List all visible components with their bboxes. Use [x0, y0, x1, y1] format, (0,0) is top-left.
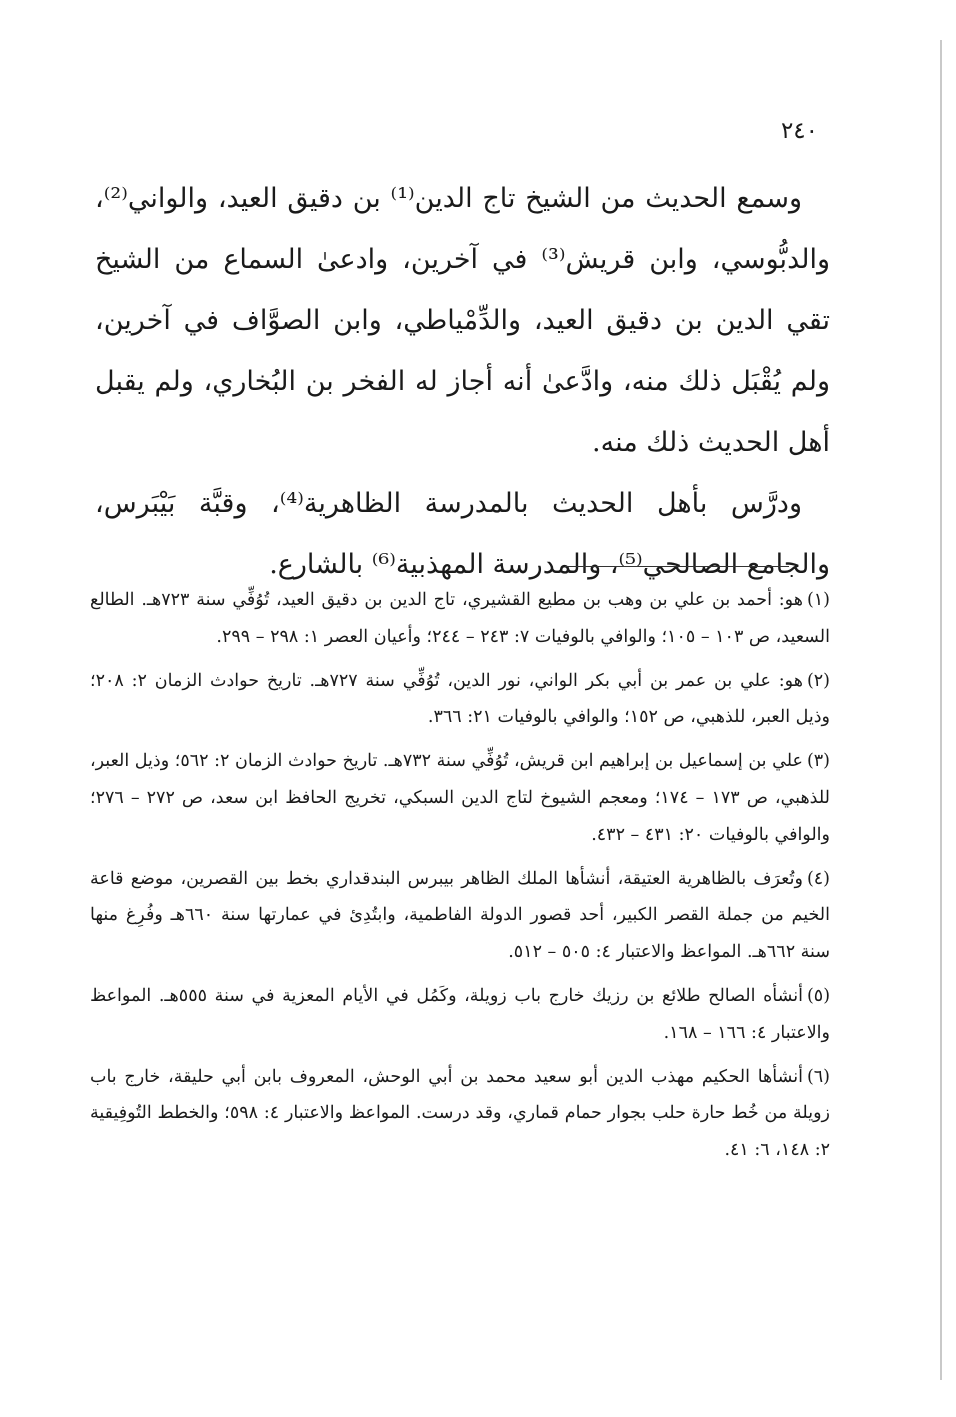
main-text [95, 168, 830, 595]
footnote-text: أنشأه الصالح طلائع بن رزيك خارج باب زويلة، وكَمُل في الأيام المعزية في سنة ٥٥٥هـ. المواعظ والاعتبار ٤: ١٦٦ – ١٦٨. [90, 985, 830, 1043]
footnote-5 [90, 978, 830, 1052]
footnote-text: أنشأها الحكيم مهذب الدين أبو سعيد محمد بن أبي الوحش، المعروف بابن أبي حليقة، خارج باب زويلة من خُط حارة حلب بجوار حمام قماري، وقد درست. المواعظ والاعتبار ٤: ٥٩٨؛ والخطط التُوفِيقية ٢: ١٤٨، ٦: ٤١. [90, 1066, 830, 1161]
footnotes-section [90, 582, 830, 1176]
footnote-3 [90, 743, 830, 853]
footnote-text: هو: علي بن عمر بن أبي بكر الواني، نور الدين، تُوُفِّي سنة ٧٢٧هـ. تاريخ حوادث الزمان ٢: ٢٠٨؛ وذيل العبر، للذهبي، ص ١٥٢؛ والوافي بالوفيات ٢١: ٣٦٦. [90, 670, 830, 728]
footnote-number: (٣) [806, 751, 830, 772]
footnote-2 [90, 663, 830, 737]
footnote-6 [90, 1059, 830, 1169]
page-number: ٢٤٠ [780, 118, 818, 144]
footnote-number: (٢) [806, 670, 830, 691]
footnote-divider [565, 566, 789, 567]
body-paragraph: ودرَّس بأهل الحديث بالمدرسة الظاهرية⁽⁴⁾، وقبَّة بَيْبَرس، والجامع الصالحي⁽⁵⁾، والمدرسة المهذبية⁽⁶⁾ بالشارع. [95, 488, 830, 580]
footnote-text: هو: أحمد بن علي بن وهب بن مطيع القشيري، تاج الدين بن دقيق العيد، تُوُفِّي سنة ٧٢٣هـ. الطالع السعيد، ص ١٠٣ – ١٠٥؛ والوافي بالوفيات ٧: ٢٤٣ – ٢٤٤؛ وأعيان العصر ١: ٢٩٨ – ٢٩٩. [90, 590, 830, 647]
footnote-number: (٤) [806, 868, 830, 889]
page-edge-line [940, 40, 942, 1380]
footnote-number: (١) [806, 590, 830, 610]
body-paragraph: وسمع الحديث من الشيخ تاج الدين⁽¹⁾ بن دقيق العيد، والواني⁽²⁾، والدبُّوسي، وابن قريش⁽³⁾ في آخرين، وادعىٰ السماع من الشيخ تقي الدين بن دقيق العيد، والدِّمْياطي، وابن الصوَّاف في آخرين، ولم يُقْبَل ذلك منه، وادَّعىٰ أنه أجاز له الفخر بن البُخاري، ولم يقبل أهل الحديث ذلك منه. [95, 183, 831, 458]
footnote-4 [90, 861, 830, 971]
footnote-text: علي بن إسماعيل بن إبراهيم ابن قريش، تُوُفِّي سنة ٧٣٢هـ. تاريخ حوادث الزمان ٢: ٥٦٢؛ وذيل العبر، للذهبي، ص ١٧٣ – ١٧٤؛ ومعجم الشيوخ لتاج الدين السبكي، تخريج الحافظ ابن سعد، ص ٢٧٢ – ٢٧٦؛ والوافي بالوفيات ٢٠: ٤٣١ – ٤٣٢. [90, 751, 830, 845]
footnote-number: (٦) [806, 1066, 830, 1087]
footnote-number: (٥) [806, 985, 831, 1006]
footnote-text: وتُعرَف بالظاهرية العتيقة، أنشأها الملك الظاهر بيبرس البندقداري بخط بين القصرين، موضع قاعة الخيم من جملة القصر الكبير، أحد قصور الدولة الفاطمية، وابتُدِئ في عمارتها سنة ٦٦٠هـ وفُرِغ منها سنة ٦٦٢هـ. المواعظ والاعتبار ٤: ٥٠٥ – ٥١٢. [90, 868, 830, 963]
footnote-1 [90, 582, 830, 656]
